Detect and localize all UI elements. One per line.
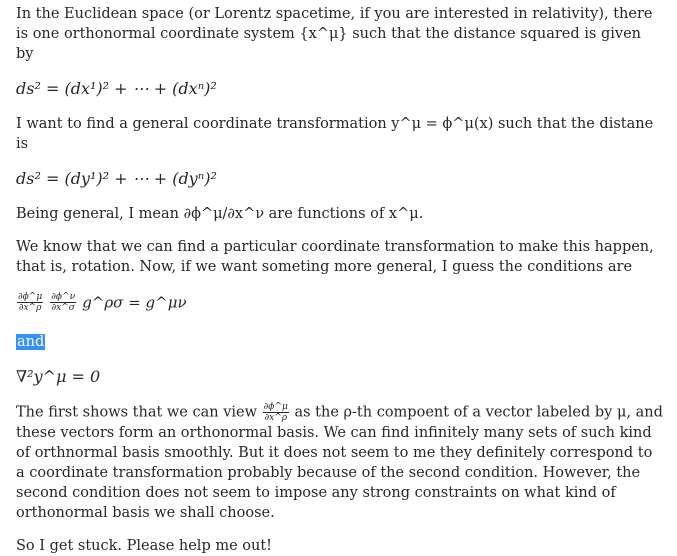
equation-laplacian: ∇²y^μ = 0: [16, 367, 101, 386]
equation-metric-condition: [16, 290, 663, 320]
paragraph-and: [16, 332, 663, 352]
fraction-dphi-nu: $\frac{\partial\phi\^{}\nu}{\partial x\^{}\sigma}$: [51, 292, 76, 313]
paragraph-transformation: I want to find a general coordinate transformation y^μ = ϕ^μ(x) such that the distane is: [16, 116, 654, 152]
fraction-dphi-mu: $\frac{\partial\phi\^{}\mu}{\partial x\^{}\rho}$: [18, 292, 43, 313]
equation-distance-x: ds² = (dx¹)² + ⋯ + (dxⁿ)²: [16, 79, 217, 98]
paragraph-stuck: So I get stuck. Please help me out!: [16, 538, 273, 554]
equation-metric-rest: g^ρσ = g^μν: [82, 293, 187, 312]
fraction-inline: $\frac{\partial\phi\^{}\mu}{\partial x\^{}\rho}$: [263, 402, 288, 423]
paragraph-intro: In the Euclidean space (or Lorentz spacetime, if you are interested in relativity), there is one orthonormal coordinate system {x^μ} such that the distance squared is given by: [16, 6, 653, 62]
paragraph-first-condition: The first shows that we can view $\frac{\partial\phi\^{}\mu}{\partial x\^{}\rho}$ as the ρ-th compoent of a vector labeled by μ, and these vectors form an orthonormal basis. We can find infinitely many sets of such kind of orthnormal basis smoothly. But it does not seem to me they definitely correspond to a coordinate transformation probably because of the second condition. However, the second condition does not seem to impose any strong constraints on what kind of orthonormal basis we shall choose.: [16, 402, 663, 521]
selected-text[interactable]: and: [17, 334, 45, 350]
equation-distance-y: ds² = (dy¹)² + ⋯ + (dyⁿ)²: [16, 169, 217, 188]
paragraph-general: Being general, I mean ∂ϕ^μ/∂x^ν are functions of x^μ.: [16, 206, 424, 222]
paragraph-rotation: We know that we can find a particular coordinate transformation to make this happen, that is, rotation. Now, if we want someting more general, I guess the conditions are: [16, 239, 654, 275]
